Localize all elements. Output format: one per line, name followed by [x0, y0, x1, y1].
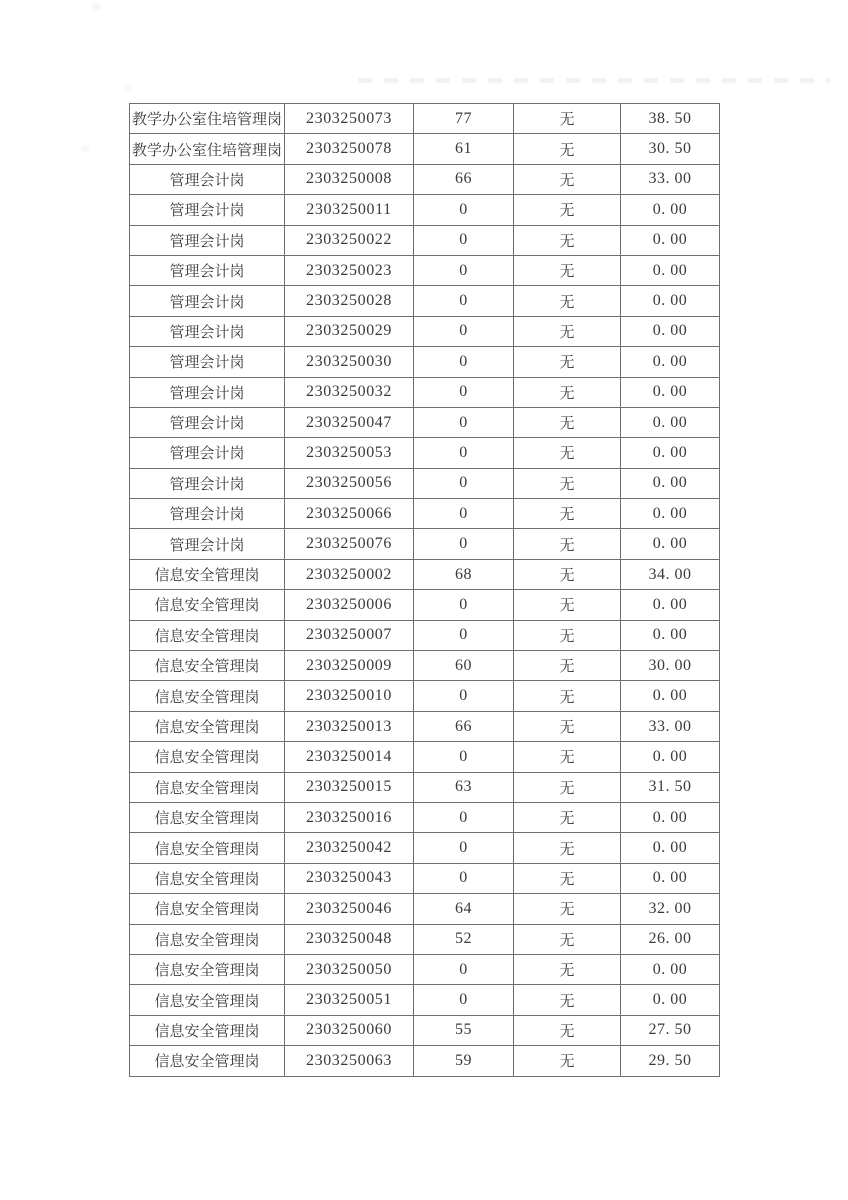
- cell-candidate-id: 2303250002: [285, 559, 414, 589]
- cell-score: 0: [414, 620, 514, 650]
- cell-score: 0: [414, 742, 514, 772]
- cell-remark: 无: [514, 1015, 621, 1045]
- cell-position-name: 信息安全管理岗: [130, 802, 285, 832]
- cell-remark: 无: [514, 225, 621, 255]
- score-table-body: [130, 104, 720, 1077]
- cell-score: 55: [414, 1015, 514, 1045]
- cell-position-name: 管理会计岗: [130, 316, 285, 346]
- cell-remark: 无: [514, 620, 621, 650]
- cell-weighted-score: 31. 50: [621, 772, 720, 802]
- cell-candidate-id: 2303250076: [285, 529, 414, 559]
- cell-position-name: 教学办公室住培管理岗: [130, 134, 285, 164]
- cell-remark: 无: [514, 681, 621, 711]
- cell-remark: 无: [514, 651, 621, 681]
- table-row: [130, 134, 720, 164]
- table-row: [130, 499, 720, 529]
- cell-weighted-score: 0. 00: [621, 377, 720, 407]
- cell-weighted-score: 27. 50: [621, 1015, 720, 1045]
- cell-candidate-id: 2303250032: [285, 377, 414, 407]
- cell-remark: 无: [514, 559, 621, 589]
- cell-position-name: 管理会计岗: [130, 468, 285, 498]
- cell-position-name: 信息安全管理岗: [130, 863, 285, 893]
- cell-candidate-id: 2303250053: [285, 438, 414, 468]
- cell-position-name: 信息安全管理岗: [130, 590, 285, 620]
- cell-candidate-id: 2303250047: [285, 407, 414, 437]
- cell-weighted-score: 38. 50: [621, 104, 720, 134]
- cell-candidate-id: 2303250022: [285, 225, 414, 255]
- cell-position-name: 信息安全管理岗: [130, 1015, 285, 1045]
- cell-remark: 无: [514, 347, 621, 377]
- cell-weighted-score: 0. 00: [621, 802, 720, 832]
- cell-weighted-score: 0. 00: [621, 347, 720, 377]
- cell-score: 0: [414, 286, 514, 316]
- cell-score: 77: [414, 104, 514, 134]
- cell-candidate-id: 2303250010: [285, 681, 414, 711]
- cell-score: 0: [414, 499, 514, 529]
- cell-position-name: 信息安全管理岗: [130, 772, 285, 802]
- cell-weighted-score: 0. 00: [621, 407, 720, 437]
- cell-weighted-score: 0. 00: [621, 985, 720, 1015]
- cell-position-name: 信息安全管理岗: [130, 924, 285, 954]
- cell-candidate-id: 2303250030: [285, 347, 414, 377]
- cell-remark: 无: [514, 255, 621, 285]
- cell-remark: 无: [514, 134, 621, 164]
- cell-candidate-id: 2303250060: [285, 1015, 414, 1045]
- cell-candidate-id: 2303250066: [285, 499, 414, 529]
- cell-weighted-score: 0. 00: [621, 620, 720, 650]
- cell-candidate-id: 2303250056: [285, 468, 414, 498]
- cell-score: 0: [414, 377, 514, 407]
- cell-score: 66: [414, 711, 514, 741]
- table-row: [130, 225, 720, 255]
- table-row: [130, 255, 720, 285]
- table-row: [130, 711, 720, 741]
- cell-remark: 无: [514, 863, 621, 893]
- cell-candidate-id: 2303250008: [285, 164, 414, 194]
- table-row: [130, 772, 720, 802]
- table-row: [130, 438, 720, 468]
- cell-weighted-score: 29. 50: [621, 1046, 720, 1076]
- cell-remark: 无: [514, 377, 621, 407]
- cell-score: 0: [414, 438, 514, 468]
- cell-position-name: 管理会计岗: [130, 347, 285, 377]
- cell-score: 0: [414, 681, 514, 711]
- cell-remark: 无: [514, 590, 621, 620]
- cell-remark: 无: [514, 742, 621, 772]
- table-row: [130, 924, 720, 954]
- cell-remark: 无: [514, 985, 621, 1015]
- scan-artifact: [358, 78, 830, 83]
- cell-position-name: 管理会计岗: [130, 377, 285, 407]
- cell-remark: 无: [514, 954, 621, 984]
- table-row: [130, 833, 720, 863]
- cell-score: 0: [414, 316, 514, 346]
- cell-remark: 无: [514, 195, 621, 225]
- cell-position-name: 信息安全管理岗: [130, 742, 285, 772]
- cell-remark: 无: [514, 802, 621, 832]
- cell-score: 64: [414, 894, 514, 924]
- cell-score: 68: [414, 559, 514, 589]
- cell-candidate-id: 2303250078: [285, 134, 414, 164]
- cell-weighted-score: 0. 00: [621, 195, 720, 225]
- table-row: [130, 742, 720, 772]
- cell-candidate-id: 2303250050: [285, 954, 414, 984]
- cell-score: 52: [414, 924, 514, 954]
- cell-remark: 无: [514, 499, 621, 529]
- cell-weighted-score: 0. 00: [621, 742, 720, 772]
- cell-weighted-score: 0. 00: [621, 833, 720, 863]
- score-table: [129, 103, 720, 1077]
- table-row: [130, 651, 720, 681]
- cell-weighted-score: 30. 00: [621, 651, 720, 681]
- cell-candidate-id: 2303250073: [285, 104, 414, 134]
- cell-weighted-score: 0. 00: [621, 316, 720, 346]
- cell-position-name: 管理会计岗: [130, 529, 285, 559]
- cell-score: 0: [414, 985, 514, 1015]
- cell-position-name: 信息安全管理岗: [130, 833, 285, 863]
- cell-candidate-id: 2303250016: [285, 802, 414, 832]
- table-row: [130, 1015, 720, 1045]
- cell-candidate-id: 2303250048: [285, 924, 414, 954]
- cell-score: 0: [414, 802, 514, 832]
- scan-artifact: [92, 3, 101, 10]
- cell-position-name: 信息安全管理岗: [130, 651, 285, 681]
- cell-weighted-score: 0. 00: [621, 499, 720, 529]
- cell-candidate-id: 2303250007: [285, 620, 414, 650]
- cell-position-name: 管理会计岗: [130, 225, 285, 255]
- scan-artifact: [82, 146, 89, 152]
- cell-weighted-score: 0. 00: [621, 681, 720, 711]
- cell-position-name: 信息安全管理岗: [130, 620, 285, 650]
- cell-position-name: 信息安全管理岗: [130, 954, 285, 984]
- cell-remark: 无: [514, 164, 621, 194]
- cell-position-name: 管理会计岗: [130, 499, 285, 529]
- table-row: [130, 104, 720, 134]
- cell-weighted-score: 33. 00: [621, 711, 720, 741]
- table-row: [130, 468, 720, 498]
- table-row: [130, 529, 720, 559]
- cell-position-name: 教学办公室住培管理岗: [130, 104, 285, 134]
- cell-candidate-id: 2303250015: [285, 772, 414, 802]
- table-row: [130, 164, 720, 194]
- cell-candidate-id: 2303250046: [285, 894, 414, 924]
- cell-position-name: 信息安全管理岗: [130, 681, 285, 711]
- table-row: [130, 863, 720, 893]
- cell-score: 0: [414, 468, 514, 498]
- cell-position-name: 信息安全管理岗: [130, 985, 285, 1015]
- cell-score: 0: [414, 347, 514, 377]
- cell-weighted-score: 32. 00: [621, 894, 720, 924]
- cell-score: 0: [414, 407, 514, 437]
- cell-weighted-score: 0. 00: [621, 529, 720, 559]
- table-row: [130, 195, 720, 225]
- cell-weighted-score: 0. 00: [621, 954, 720, 984]
- cell-candidate-id: 2303250013: [285, 711, 414, 741]
- cell-candidate-id: 2303250023: [285, 255, 414, 285]
- table-row: [130, 347, 720, 377]
- cell-weighted-score: 26. 00: [621, 924, 720, 954]
- cell-remark: 无: [514, 894, 621, 924]
- cell-candidate-id: 2303250011: [285, 195, 414, 225]
- table-row: [130, 407, 720, 437]
- cell-weighted-score: 33. 00: [621, 164, 720, 194]
- cell-weighted-score: 0. 00: [621, 863, 720, 893]
- cell-candidate-id: 2303250029: [285, 316, 414, 346]
- table-row: [130, 590, 720, 620]
- table-row: [130, 954, 720, 984]
- cell-position-name: 管理会计岗: [130, 164, 285, 194]
- cell-remark: 无: [514, 438, 621, 468]
- cell-remark: 无: [514, 711, 621, 741]
- table-row: [130, 559, 720, 589]
- cell-score: 61: [414, 134, 514, 164]
- table-row: [130, 985, 720, 1015]
- cell-weighted-score: 0. 00: [621, 590, 720, 620]
- cell-remark: 无: [514, 772, 621, 802]
- cell-remark: 无: [514, 529, 621, 559]
- cell-weighted-score: 0. 00: [621, 255, 720, 285]
- cell-candidate-id: 2303250006: [285, 590, 414, 620]
- cell-weighted-score: 30. 50: [621, 134, 720, 164]
- cell-position-name: 管理会计岗: [130, 438, 285, 468]
- cell-score: 0: [414, 833, 514, 863]
- cell-remark: 无: [514, 833, 621, 863]
- cell-weighted-score: 34. 00: [621, 559, 720, 589]
- cell-remark: 无: [514, 1046, 621, 1076]
- scan-artifact: [124, 84, 132, 91]
- cell-weighted-score: 0. 00: [621, 438, 720, 468]
- cell-position-name: 管理会计岗: [130, 255, 285, 285]
- cell-score: 60: [414, 651, 514, 681]
- cell-weighted-score: 0. 00: [621, 468, 720, 498]
- cell-remark: 无: [514, 468, 621, 498]
- cell-position-name: 信息安全管理岗: [130, 711, 285, 741]
- table-row: [130, 316, 720, 346]
- cell-score: 0: [414, 195, 514, 225]
- table-row: [130, 377, 720, 407]
- cell-position-name: 管理会计岗: [130, 195, 285, 225]
- cell-candidate-id: 2303250043: [285, 863, 414, 893]
- cell-candidate-id: 2303250014: [285, 742, 414, 772]
- cell-position-name: 管理会计岗: [130, 286, 285, 316]
- cell-score: 0: [414, 255, 514, 285]
- cell-score: 0: [414, 225, 514, 255]
- cell-candidate-id: 2303250063: [285, 1046, 414, 1076]
- table-row: [130, 1046, 720, 1076]
- cell-score: 59: [414, 1046, 514, 1076]
- cell-weighted-score: 0. 00: [621, 286, 720, 316]
- table-row: [130, 894, 720, 924]
- cell-position-name: 信息安全管理岗: [130, 1046, 285, 1076]
- cell-candidate-id: 2303250042: [285, 833, 414, 863]
- table-row: [130, 286, 720, 316]
- cell-candidate-id: 2303250051: [285, 985, 414, 1015]
- cell-score: 0: [414, 954, 514, 984]
- cell-position-name: 信息安全管理岗: [130, 559, 285, 589]
- cell-remark: 无: [514, 407, 621, 437]
- cell-candidate-id: 2303250009: [285, 651, 414, 681]
- cell-remark: 无: [514, 316, 621, 346]
- cell-score: 63: [414, 772, 514, 802]
- cell-score: 0: [414, 863, 514, 893]
- cell-position-name: 管理会计岗: [130, 407, 285, 437]
- cell-candidate-id: 2303250028: [285, 286, 414, 316]
- table-row: [130, 802, 720, 832]
- cell-remark: 无: [514, 286, 621, 316]
- table-row: [130, 620, 720, 650]
- cell-remark: 无: [514, 924, 621, 954]
- cell-position-name: 信息安全管理岗: [130, 894, 285, 924]
- cell-remark: 无: [514, 104, 621, 134]
- cell-score: 0: [414, 529, 514, 559]
- table-row: [130, 681, 720, 711]
- cell-weighted-score: 0. 00: [621, 225, 720, 255]
- cell-score: 0: [414, 590, 514, 620]
- cell-score: 66: [414, 164, 514, 194]
